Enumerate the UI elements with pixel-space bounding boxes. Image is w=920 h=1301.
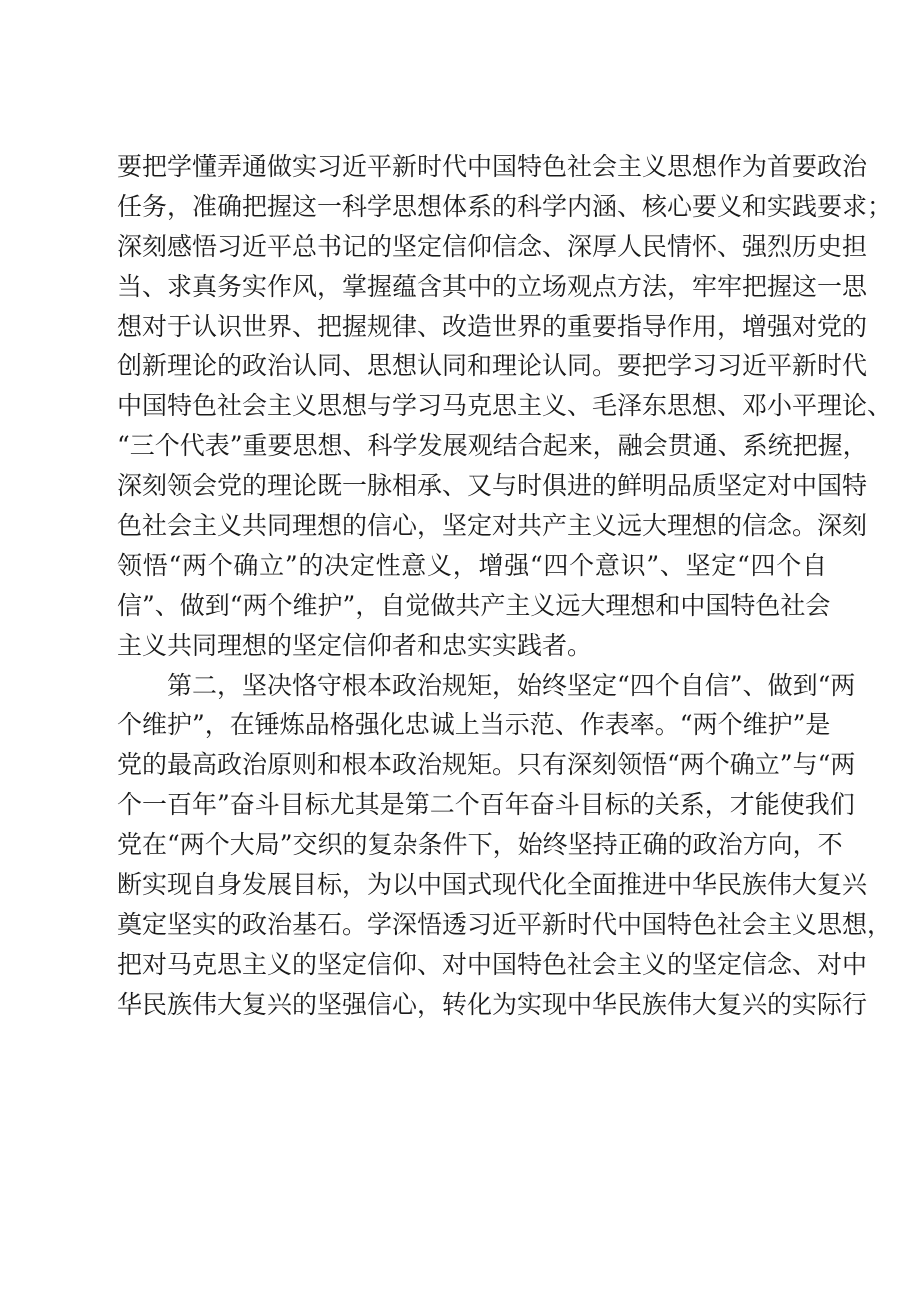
document-body bbox=[117, 147, 893, 1025]
paragraph-1 bbox=[117, 147, 893, 666]
text-line: 创新理论的政治认同、思想认同和理论认同。要把学习习近平新时代 bbox=[117, 351, 868, 381]
text-line: 色社会主义共同理想的信心，坚定对共产主义远大理想的信念。深刻 bbox=[117, 511, 868, 541]
text-line: 个一百年”奋斗目标尤其是第二个百年奋斗目标的关系，才能使我们 bbox=[117, 790, 855, 820]
text-line: 领悟“两个确立”的决定性意义，增强“四个意识”、坚定“四个自 bbox=[117, 550, 827, 580]
text-line: 要把学懂弄通做实习近平新时代中国特色社会主义思想作为首要政治 bbox=[117, 152, 868, 181]
text-line: 党在“两个大局”交织的复杂条件下，始终坚持正确的政治方向，不 bbox=[117, 830, 843, 860]
text-line: 信”、做到“两个维护”，自觉做共产主义远大理想和中国特色社会 bbox=[117, 590, 831, 620]
text-line: 奠定坚实的政治基石。学深悟透习近平新时代中国特色社会主义思想， bbox=[117, 909, 893, 939]
text-line: 深刻感悟习近平总书记的坚定信仰信念、深厚人民情怀、强烈历史担 bbox=[117, 231, 868, 261]
text-line: 主义共同理想的坚定信仰者和忠实实践者。 bbox=[117, 630, 593, 660]
text-line: 个维护”，在锤炼品格强化忠诚上当示范、作表率。“两个维护”是 bbox=[117, 710, 831, 740]
text-line: 党的最高政治原则和根本政治规矩。只有深刻领悟“两个确立”与“两 bbox=[117, 750, 856, 780]
text-line: 断实现自身发展目标，为以中国式现代化全面推进中华民族伟大复兴 bbox=[117, 870, 868, 900]
text-line: 当、求真务实作风，掌握蕴含其中的立场观点方法，牢牢把握这一思 bbox=[117, 271, 868, 301]
text-line: 深刻领会党的理论既一脉相承、又与时俱进的鲜明品质坚定对中国特 bbox=[117, 471, 868, 501]
text-line: 任务，准确把握这一科学思想体系的科学内涵、核心要义和实践要求； bbox=[117, 191, 893, 221]
text-line: 把对马克思主义的坚定信仰、对中国特色社会主义的坚定信念、对中 bbox=[117, 949, 868, 979]
text-line: “三个代表”重要思想、科学发展观结合起来，融会贯通、系统把握， bbox=[117, 431, 868, 461]
text-line: 想对于认识世界、把握规律、改造世界的重要指导作用，增强对党的 bbox=[117, 311, 868, 341]
text-line: 华民族伟大复兴的坚强信心，转化为实现中华民族伟大复兴的实际行 bbox=[117, 989, 868, 1019]
paragraph-2 bbox=[117, 666, 893, 1025]
text-line: 第二，坚决恪守根本政治规矩，始终坚定“四个自信”、做到“两 bbox=[167, 670, 856, 700]
text-line: 中国特色社会主义思想与学习马克思主义、毛泽东思想、邓小平理论、 bbox=[117, 391, 893, 421]
